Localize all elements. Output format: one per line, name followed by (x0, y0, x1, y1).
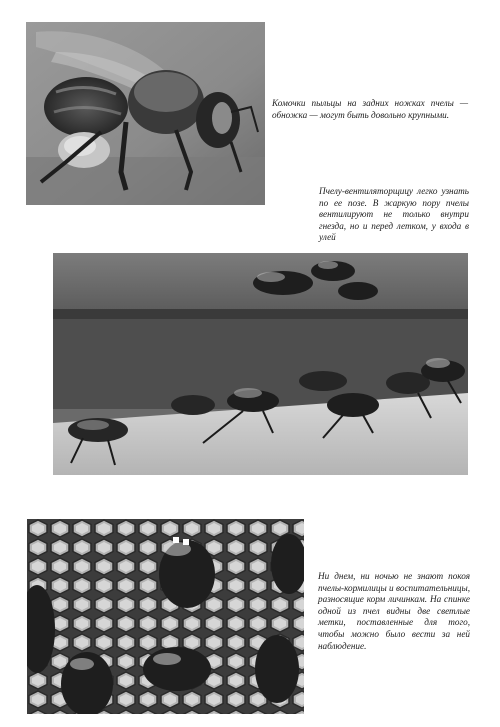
caption-fanning: Пчелу-вентиляторщицу легко узнать по ее позе. В жаркую пору пчелы вентилируют не только внутри гнезда, но и перед летком, у входа в улей (319, 186, 469, 243)
nurse-bees-image (27, 519, 304, 714)
photo-nurse-bees (27, 519, 304, 714)
caption-nurse-bees: Ни днем, ни ночью не знают покоя пчелы-кормилицы и воспитательницы, разносящие корм личинкам. На спинке одной из пчел видны две светлые метки, поставленные для того, чтобы можно было вести за ней наблюдение. (318, 571, 470, 651)
bee-pollen-image (26, 22, 265, 205)
photo-bee-pollen (26, 22, 265, 205)
caption-pollen: Комочки пыльцы на задних ножках пчелы — обножка — могут быть довольно крупными. (272, 98, 468, 120)
fanning-bees-image (53, 253, 468, 475)
photo-fanning-bees (53, 253, 468, 475)
